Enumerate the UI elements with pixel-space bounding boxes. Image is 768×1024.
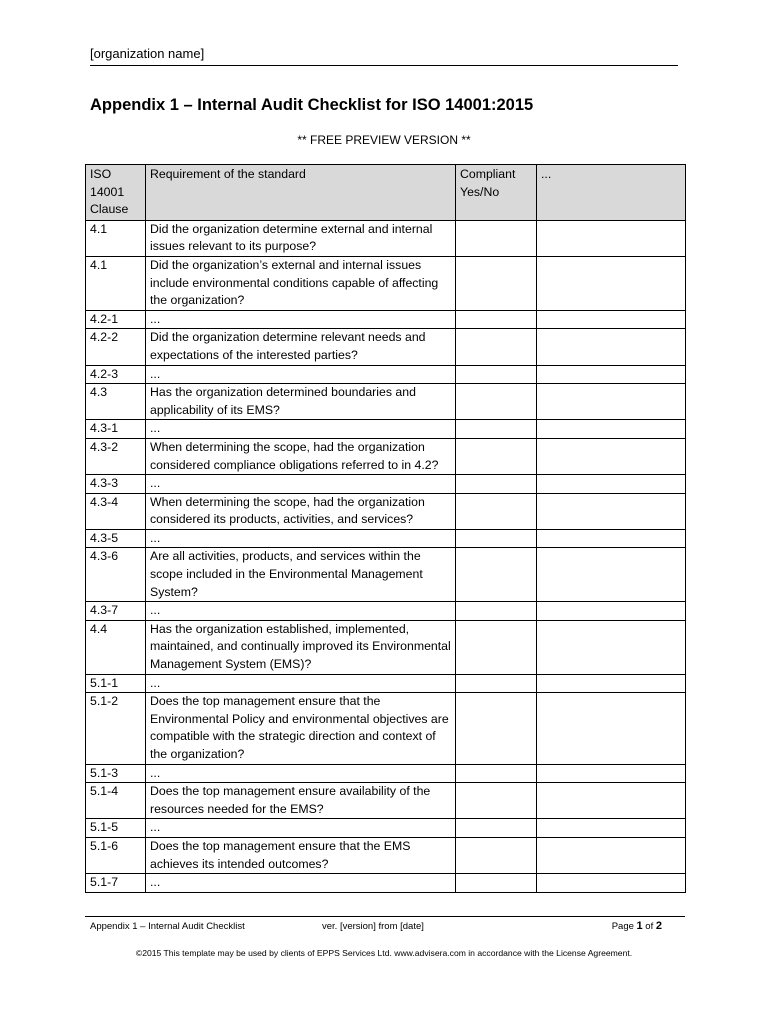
footer-version: ver. [version] from [date]: [322, 921, 424, 932]
compliant-cell[interactable]: [456, 365, 537, 384]
page-label: Page: [611, 921, 634, 932]
notes-cell[interactable]: [537, 620, 686, 674]
table-row: [86, 674, 686, 693]
table-header-row: [86, 165, 686, 221]
clause-cell: 4.3-7: [86, 602, 146, 621]
table-row: [86, 365, 686, 384]
requirement-cell: ...: [146, 475, 456, 494]
requirement-cell: Are all activities, products, and services within the scope included in the Environmental Management System?: [146, 548, 456, 602]
notes-cell[interactable]: [537, 384, 686, 420]
requirement-cell: Does the top management ensure that the EMS achieves its intended outcomes?: [146, 837, 456, 873]
notes-cell[interactable]: [537, 837, 686, 873]
audit-checklist-table: [85, 164, 686, 893]
notes-cell[interactable]: [537, 874, 686, 893]
clause-cell: 4.3: [86, 384, 146, 420]
table-row: [86, 783, 686, 819]
requirement-cell: Has the organization determined boundaries and applicability of its EMS?: [146, 384, 456, 420]
notes-cell[interactable]: [537, 602, 686, 621]
requirement-cell: ...: [146, 819, 456, 838]
footer-page-number: [612, 920, 662, 933]
notes-cell[interactable]: [537, 256, 686, 310]
notes-cell[interactable]: [537, 475, 686, 494]
copyright-notice: ©2015 This template may be used by clients of EPPS Services Ltd. www.advisera.com in accordance with the License Agreement.: [135, 948, 633, 958]
requirement-cell: Does the top management ensure that the Environmental Policy and environmental objectives are compatible with the strategic direction and context of the organization?: [146, 693, 456, 764]
compliant-cell[interactable]: [456, 256, 537, 310]
requirement-cell: Did the organization’s external and internal issues include environmental conditions capable of affecting the organization?: [146, 256, 456, 310]
table-row: [86, 256, 686, 310]
notes-cell[interactable]: [537, 420, 686, 439]
column-header-compliant: Compliant Yes/No: [456, 165, 537, 221]
clause-cell: 4.2-3: [86, 365, 146, 384]
notes-cell[interactable]: [537, 693, 686, 764]
requirement-cell: Did the organization determine external and internal issues relevant to its purpose?: [146, 220, 456, 256]
preview-note: ** FREE PREVIEW VERSION **: [297, 133, 471, 147]
notes-cell[interactable]: [537, 438, 686, 474]
table-row: [86, 475, 686, 494]
table-row: [86, 548, 686, 602]
clause-cell: 4.2-1: [86, 310, 146, 329]
clause-cell: 4.2-2: [86, 329, 146, 365]
table-row: [86, 693, 686, 764]
compliant-cell[interactable]: [456, 819, 537, 838]
requirement-cell: Did the organization determine relevant needs and expectations of the interested parties?: [146, 329, 456, 365]
compliant-cell[interactable]: [456, 384, 537, 420]
clause-cell: 4.3-3: [86, 475, 146, 494]
clause-cell: 4.3-1: [86, 420, 146, 439]
column-header-requirement: Requirement of the standard: [146, 165, 456, 221]
table-row: [86, 764, 686, 783]
table-row: [86, 602, 686, 621]
table-row: [86, 329, 686, 365]
notes-cell[interactable]: [537, 764, 686, 783]
document-title: Appendix 1 – Internal Audit Checklist for ISO 14001:2015: [90, 96, 534, 114]
compliant-cell[interactable]: [456, 438, 537, 474]
requirement-cell: ...: [146, 310, 456, 329]
compliant-cell[interactable]: [456, 674, 537, 693]
clause-cell: 5.1-1: [86, 674, 146, 693]
footer-document-name: Appendix 1 – Internal Audit Checklist: [90, 921, 245, 932]
compliant-cell[interactable]: [456, 529, 537, 548]
column-header-extra: ...: [537, 165, 686, 221]
table-row: [86, 438, 686, 474]
table-row: [86, 220, 686, 256]
clause-cell: 5.1-2: [86, 693, 146, 764]
notes-cell[interactable]: [537, 493, 686, 529]
compliant-cell[interactable]: [456, 620, 537, 674]
requirement-cell: When determining the scope, had the organization considered its products, activities, and services?: [146, 493, 456, 529]
compliant-cell[interactable]: [456, 493, 537, 529]
notes-cell[interactable]: [537, 329, 686, 365]
compliant-cell[interactable]: [456, 220, 537, 256]
compliant-cell[interactable]: [456, 783, 537, 819]
table-row: [86, 493, 686, 529]
compliant-cell[interactable]: [456, 602, 537, 621]
table-row: [86, 620, 686, 674]
clause-cell: 4.3-4: [86, 493, 146, 529]
compliant-cell[interactable]: [456, 420, 537, 439]
clause-cell: 4.4: [86, 620, 146, 674]
clause-cell: 4.1: [86, 220, 146, 256]
organization-name: [organization name]: [90, 45, 678, 66]
table-row: [86, 384, 686, 420]
page-total: 2: [655, 920, 662, 932]
clause-cell: 5.1-7: [86, 874, 146, 893]
requirement-cell: ...: [146, 529, 456, 548]
requirement-cell: ...: [146, 874, 456, 893]
requirement-cell: ...: [146, 764, 456, 783]
notes-cell[interactable]: [537, 783, 686, 819]
page-current: 1: [636, 920, 643, 932]
compliant-cell[interactable]: [456, 310, 537, 329]
notes-cell[interactable]: [537, 529, 686, 548]
page-of: of: [645, 921, 654, 932]
column-header-clause: ISO 14001 Clause: [86, 165, 146, 221]
requirement-cell: ...: [146, 365, 456, 384]
notes-cell[interactable]: [537, 310, 686, 329]
compliant-cell[interactable]: [456, 874, 537, 893]
clause-cell: 4.1: [86, 256, 146, 310]
table-row: [86, 874, 686, 893]
footer-divider: [85, 916, 685, 917]
table-row: [86, 310, 686, 329]
table-row: [86, 529, 686, 548]
notes-cell[interactable]: [537, 819, 686, 838]
requirement-cell: ...: [146, 420, 456, 439]
compliant-cell[interactable]: [456, 475, 537, 494]
requirement-cell: Does the top management ensure availability of the resources needed for the EMS?: [146, 783, 456, 819]
compliant-cell[interactable]: [456, 837, 537, 873]
clause-cell: 4.3-2: [86, 438, 146, 474]
clause-cell: 5.1-6: [86, 837, 146, 873]
requirement-cell: ...: [146, 674, 456, 693]
compliant-cell[interactable]: [456, 764, 537, 783]
notes-cell[interactable]: [537, 365, 686, 384]
clause-cell: 5.1-4: [86, 783, 146, 819]
table-row: [86, 420, 686, 439]
compliant-cell[interactable]: [456, 329, 537, 365]
requirement-cell: When determining the scope, had the organization considered compliance obligations referred to in 4.2?: [146, 438, 456, 474]
clause-cell: 5.1-5: [86, 819, 146, 838]
notes-cell[interactable]: [537, 548, 686, 602]
clause-cell: 4.3-5: [86, 529, 146, 548]
requirement-cell: Has the organization established, implemented, maintained, and continually improved its Environmental Management System (EMS)?: [146, 620, 456, 674]
table-row: [86, 819, 686, 838]
table-row: [86, 837, 686, 873]
compliant-cell[interactable]: [456, 548, 537, 602]
clause-cell: 5.1-3: [86, 764, 146, 783]
clause-cell: 4.3-6: [86, 548, 146, 602]
compliant-cell[interactable]: [456, 693, 537, 764]
notes-cell[interactable]: [537, 674, 686, 693]
notes-cell[interactable]: [537, 220, 686, 256]
requirement-cell: ...: [146, 602, 456, 621]
